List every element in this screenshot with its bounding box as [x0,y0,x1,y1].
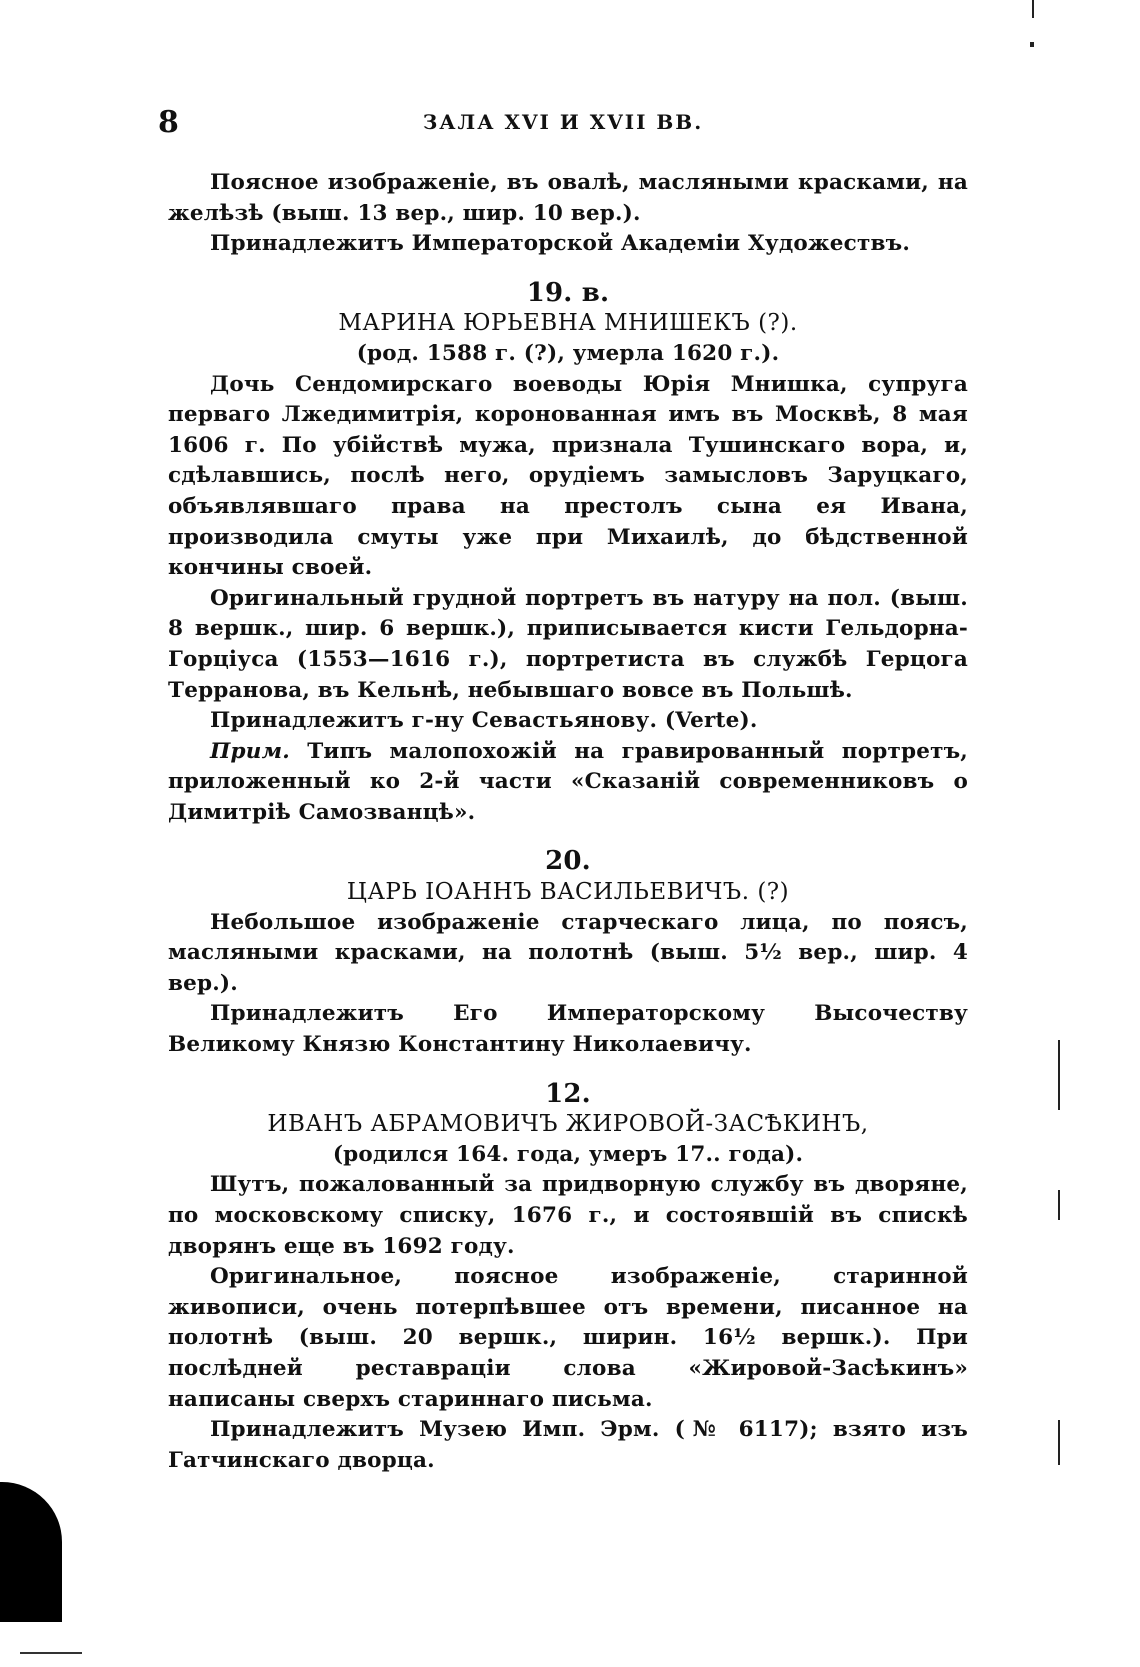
entry-paragraph: Дочь Сендомирскаго воеводы Юрія Мнишка, супруга перваго Лжедимитрія, коронованная имъ въ Москвѣ, 8 мая 1606 г. По убійствѣ мужа, признала Тушинскаго вора, и, сдѣлавшись, послѣ него, орудіемъ замысловъ Заруцкаго, объявлявшаго права на престолъ сына ея Ивана, производила смуты уже при Михаилѣ, до бѣдственной кончины своей. [168,371,968,581]
scan-mark [1032,0,1034,18]
entry-paragraph: Оригинальное, поясное изображеніе, старинной живописи, очень потерпѣвшее отъ времени, писанное на полотнѣ (выш. 20 вершк., ширин. 16½ вершк.). При послѣдней реставраціи слова «Жировой-Засѣкинъ» написаны сверхъ стариннаго письма. [168,1264,968,1412]
scan-mark [1030,42,1034,47]
scan-mark [1058,1190,1060,1220]
note-label: Прим. [210,738,290,764]
scan-mark [1058,1420,1060,1465]
entry-paragraph: Принадлежитъ г-ну Севастьянову. (Verte). [210,708,758,734]
entry-paragraph: Принадлежитъ Его Императорскому Высочеству Великому Князю Константину Николаевичу. [168,1001,968,1058]
page-number: 8 [158,105,179,140]
text-column [168,168,968,1476]
page-header [158,100,968,140]
ink-blot [0,1482,62,1622]
intro-paragraph: Поясное изображеніе, въ овалѣ, масляными красками, на желѣзѣ (выш. 13 вер., шир. 10 вер.). [168,170,968,226]
running-head: ЗАЛА XVI И XVII ВВ. [422,110,704,134]
scan-mark [1058,1040,1060,1110]
entry-paragraph: Оригинальный грудной портретъ въ натуру на пол. (выш. 8 вершк., шир. 6 вершк.), приписывается кисти Гельдорна-Горціуса (1553—1616 г.), портретиста въ службѣ Герцога Терранова, въ Кельнѣ, небывшаго вовсе въ Польшѣ. [168,585,968,703]
entry-note [168,737,968,829]
entry-name: ИВАНЪ АБРАМОВИЧЪ ЖИРОВОЙ-ЗАСѢКИНЪ, [267,1111,869,1138]
scan-rule [20,1652,82,1654]
entry-name: МАРИНА ЮРЬЕВНА МНИШЕКЪ (?). [338,310,798,337]
entry-dates: (родился 164. года, умеръ 17.. года). [332,1141,804,1167]
entry-number: 20. [545,846,591,877]
entry-number: 19. в. [526,277,610,308]
note-text: Типъ малопохожій на гравированный портретъ, приложенный ко 2-й части «Сказаній современниковъ о Димитріѣ Самозванцѣ». [168,738,968,825]
entry-number: 12. [545,1078,591,1109]
entry-paragraph: Принадлежитъ Музею Имп. Эрм. (№ 6117); взято изъ Гатчинскаго дворца. [168,1417,968,1473]
entry-name: ЦАРЬ ІОАННЪ ВАСИЛЬЕВИЧЪ. (?) [346,879,790,906]
entry-paragraph: Небольшое изображеніе старческаго лица, по поясъ, масляными красками, на полотнѣ (выш. 5½ вер., шир. 4 вер.). [168,909,968,996]
entry-dates: (род. 1588 г. (?), умерла 1620 г.). [356,340,780,366]
entry-paragraph: Шутъ, пожалованный за придворную службу въ дворяне, по московскому списку, 1676 г., и состоявшій въ спискѣ дворянъ еще въ 1692 году. [168,1172,968,1259]
intro-owner: Принадлежитъ Императорской Академіи Художествъ. [210,231,911,257]
